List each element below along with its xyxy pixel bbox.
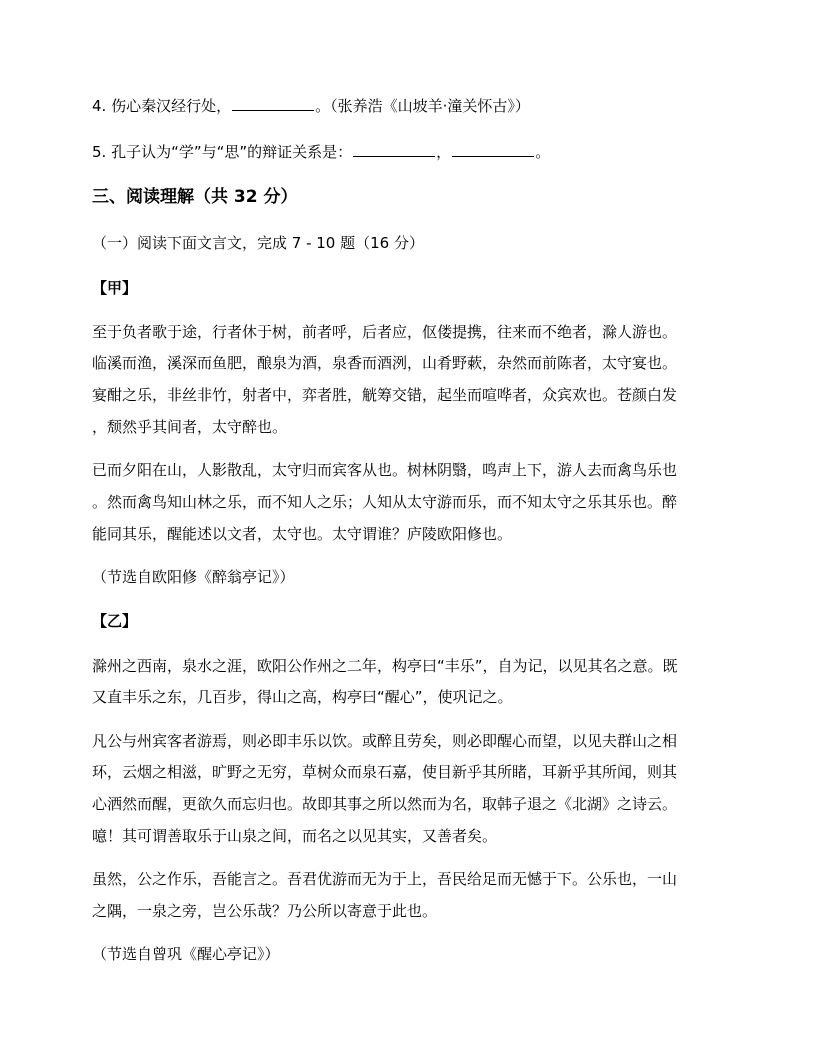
passage-yi-label: 【乙】 [92, 612, 138, 630]
paragraph-line: 虽然，公之作乐，吾能言之。吾君优游而无为于上，吾民给足而无憾于下。公乐也，一山 [92, 870, 678, 888]
subsection-intro: （一）阅读下面文言文，完成 7 - 10 题（16 分） [92, 234, 424, 252]
question-4 [92, 96, 530, 116]
passage-yi-source: （节选自曾巩《醒心亭记》） [92, 945, 280, 963]
paragraph-line: 之隅，一泉之旁，岂公乐哉？乃公所以寄意于此也。 [92, 902, 438, 920]
paragraph-line: 噫！其可谓善取乐于山泉之间，而名之以见其实，又善者矣。 [92, 827, 498, 845]
question-5-suffix: 。 [535, 143, 551, 161]
paragraph-line: 。然而禽鸟知山林之乐，而不知人之乐；人知从太守游而乐，而不知太守之乐其乐也。醉 [92, 493, 678, 511]
paragraph-line: 凡公与州宾客者游焉，则必即丰乐以饮。或醉且劳矣，则必即醒心而望，以见夫群山之相 [92, 732, 678, 750]
question-5 [92, 142, 550, 162]
paragraph-line: 又直丰乐之东，几百步，得山之高，构亭曰“醒心”，使巩记之。 [92, 688, 513, 706]
paragraph-line: 心洒然而醒，更欲久而忘归也。故即其事之所以然而为名，取韩子退之《北湖》之诗云。 [92, 795, 678, 813]
answer-blank-q5-second[interactable] [452, 142, 534, 157]
answer-blank-q4[interactable] [232, 96, 314, 111]
question-4-suffix: 。（张养浩《山坡羊·潼关怀古》） [315, 97, 530, 115]
question-5-prefix: 5. 孔子认为“学”与“思”的辩证关系是： [92, 143, 353, 161]
passage-jia-source: （节选自欧阳修《醉翁亭记》） [92, 568, 295, 586]
paragraph-line: 已而夕阳在山，人影散乱，太守归而宾客从也。树林阴翳，鸣声上下，游人去而禽鸟乐也 [92, 461, 678, 479]
section-title: 三、阅读理解（共 32 分） [92, 187, 298, 207]
paragraph-line: 环，云烟之相滋，旷野之无穷，草树众而泉石嘉，使目新乎其所睹，耳新乎其所闻，则其 [92, 763, 678, 781]
paragraph-line: 临溪而渔，溪深而鱼肥，酿泉为酒，泉香而酒洌，山肴野蔌，杂然而前陈者，太守宴也。 [92, 354, 678, 372]
answer-blank-q5-first[interactable] [353, 142, 435, 157]
question-4-prefix: 4. 伤心秦汉经行处， [92, 97, 232, 115]
paragraph-line: 至于负者歌于途，行者休于树，前者呼，后者应，伛偻提携，往来而不绝者，滁人游也。 [92, 323, 678, 341]
passage-jia-label: 【甲】 [92, 279, 138, 297]
paragraph-line: 宴酣之乐，非丝非竹，射者中，弈者胜，觥筹交错，起坐而喧哗者，众宾欢也。苍颜白发 [92, 386, 678, 404]
paragraph-line: 能同其乐，醒能述以文者，太守也。太守谓谁？庐陵欧阳修也。 [92, 525, 513, 543]
paragraph-line: ，颓然乎其间者，太守醉也。 [92, 418, 288, 436]
question-5-middle: ， [436, 143, 452, 161]
paragraph-line: 滁州之西南，泉水之涯，欧阳公作州之二年，构亭曰“丰乐”，自为记，以见其名之意。既 [92, 657, 678, 675]
